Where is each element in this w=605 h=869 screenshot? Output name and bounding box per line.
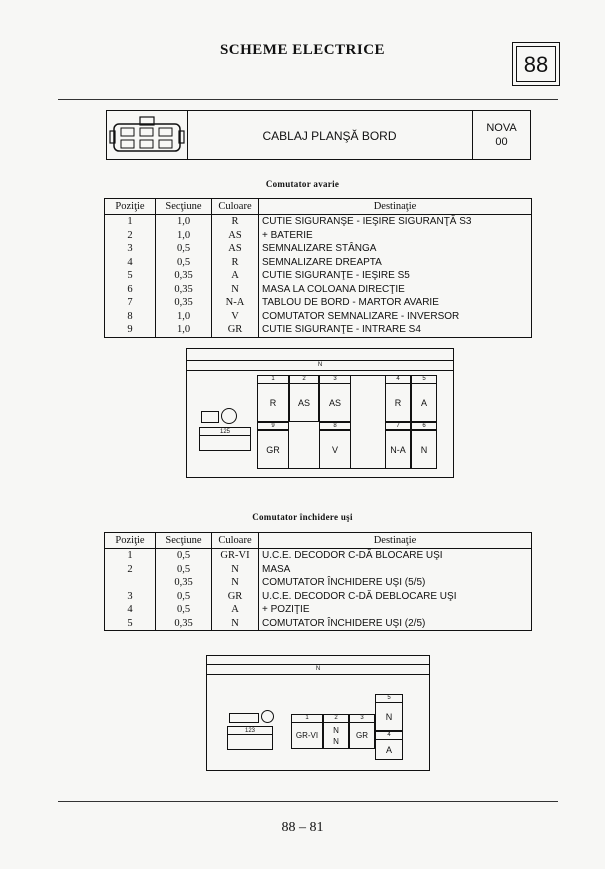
cell-col: N-A [212,296,259,310]
cell-col: AS [212,229,259,243]
table-row [105,242,532,256]
table-row [105,563,532,577]
diagram1-pin: 2 [289,375,319,384]
diagram2-wire-color: N [375,703,403,731]
cell-pos: 4 [105,603,156,617]
section1-title: Comutator avarie [265,179,340,189]
diagram1-ref: 125 [199,427,251,436]
diagram2-pin: 1 [291,714,323,723]
table-row [105,296,532,310]
col-header-color: Culoare [212,533,259,549]
connector-code [472,111,530,159]
cell-dest: SEMNALIZARE STÂNGA [259,242,532,256]
cell-pos: 5 [105,617,156,631]
col-header-section: Secţiune [156,533,212,549]
diagram2-ref: 123 [227,726,273,735]
cell-sec: 0,5 [156,256,212,270]
diagram1-wire-color: N-A [385,430,411,469]
cell-pos: 3 [105,590,156,604]
section2-table [104,532,532,631]
cell-dest: TABLOU DE BORD - MARTOR AVARIE [259,296,532,310]
table-row [105,323,532,337]
table-row [105,215,532,229]
cell-sec: 0,5 [156,563,212,577]
diagram1-pin: 1 [257,375,289,384]
cell-sec: 0,35 [156,617,212,631]
diagram1-wire-color: N [411,430,437,469]
cell-col: R [212,215,259,229]
cell-sec: 0,35 [156,576,212,590]
diagram2-wire-color: GR-VI [291,723,323,749]
table-row [105,310,532,324]
cell-col: N [212,283,259,297]
table-row [105,229,532,243]
connector-plug-icon [107,111,187,158]
table-row [105,617,532,631]
diagram1-wire-color: A [411,384,437,422]
cell-dest: U.C.E. DECODOR C-DĂ DEBLOCARE UŞI [259,590,532,604]
cell-sec: 1,0 [156,323,212,337]
cell-pos: 3 [105,242,156,256]
col-header-destination: Destinaţie [259,533,532,549]
cell-sec: 0,5 [156,603,212,617]
cell-dest: COMUTATOR ÎNCHIDERE UŞI (2/5) [259,617,532,631]
header-rule [58,99,558,100]
diagram2-pin: 5 [375,694,403,703]
cell-pos: 2 [105,563,156,577]
cell-sec: 0,35 [156,283,212,297]
col-header-destination: Destinaţie [259,199,532,215]
section2-title: Comutator închidere uşi [252,512,353,522]
cell-col: GR [212,590,259,604]
cell-col: N [212,563,259,577]
cell-dest: + POZIŢIE [259,603,532,617]
table-row [105,283,532,297]
connector-code-line1: NOVA [486,122,517,134]
page-title: SCHEME ELECTRICE [219,42,386,58]
cell-dest: COMUTATOR ÎNCHIDERE UŞI (5/5) [259,576,532,590]
diagram2-key-circle [261,710,274,723]
diagram1-pin: 8 [319,422,351,430]
cell-col: V [212,310,259,324]
cell-sec: 0,35 [156,269,212,283]
cell-pos: 5 [105,269,156,283]
diagram2-wire-color: N [333,726,339,735]
cell-dest: U.C.E. DECODOR C-DĂ BLOCARE UŞI [259,549,532,563]
diagram1-wire-color: GR [257,430,289,469]
diagram2-key-rect [229,713,259,723]
diagram1-pin: 7 [385,422,411,430]
cell-col: R [212,256,259,270]
cell-col: GR-VI [212,549,259,563]
cell-sec: 0,35 [156,296,212,310]
diagram2-top-label: N [315,666,321,672]
cell-sec: 1,0 [156,310,212,324]
cell-col: A [212,269,259,283]
cell-dest: + BATERIE [259,229,532,243]
connector-title: CABLAJ PLANŞĂ BORD [262,129,397,143]
diagram1-wire-color: R [257,384,289,422]
cell-col: N [212,576,259,590]
diagram1-wire-color: AS [289,384,319,422]
cell-sec: 1,0 [156,229,212,243]
cell-dest: CUTIE SIGURANŞE - IEŞIRE SIGURANŢĂ S3 [259,215,532,229]
cell-pos: 9 [105,323,156,337]
cell-pos [105,576,156,590]
connector-icon-cell [107,111,188,159]
cell-pos: 2 [105,229,156,243]
footer-rule [58,801,558,802]
cell-dest: MASA LA COLOANA DIRECŢIE [259,283,532,297]
diagram1-wire-color: V [319,430,351,469]
cell-sec: 0,5 [156,242,212,256]
diagram2-pin: 3 [349,714,375,723]
cell-pos: 4 [105,256,156,270]
table-header-row [105,199,532,215]
connector-code-line2: 00 [495,136,508,148]
cell-pos: 6 [105,283,156,297]
diagram1-pin: 4 [385,375,411,384]
diagram1-pin: 9 [257,422,289,430]
diagram2-pin: 4 [375,731,403,740]
section1-table [104,198,532,338]
page-number-box-label: 88 [516,46,556,82]
cell-pos: 8 [105,310,156,324]
diagram2-wire-color: GR [349,723,375,749]
cell-col: A [212,603,259,617]
table-row [105,590,532,604]
cell-dest: COMUTATOR SEMNALIZARE - INVERSOR [259,310,532,324]
cell-sec: 1,0 [156,215,212,229]
cell-dest: CUTIE SIGURANŢE - INTRARE S4 [259,323,532,337]
cell-dest: MASA [259,563,532,577]
col-header-position: Poziţie [105,199,156,215]
col-header-color: Culoare [212,199,259,215]
cell-col: GR [212,323,259,337]
cell-dest: CUTIE SIGURANŢE - IEŞIRE S5 [259,269,532,283]
diagram1-key-circle [221,408,237,424]
cell-pos: 7 [105,296,156,310]
diagram1-wire-color: R [385,384,411,422]
cell-sec: 0,5 [156,590,212,604]
col-header-section: Secţiune [156,199,212,215]
page-footer-number: 88 – 81 [281,820,324,835]
section2-connector-diagram [206,655,430,771]
diagram1-wire-color: AS [319,384,351,422]
cell-pos: 1 [105,215,156,229]
diagram2-wire-color: A [375,740,403,760]
cell-dest: SEMNALIZARE DREAPTA [259,256,532,270]
diagram1-top-label: N [317,362,323,368]
cell-col: N [212,617,259,631]
diagram1-key-rect [201,411,219,423]
diagram1-pin: 3 [319,375,351,384]
table-header-row [105,533,532,549]
cell-sec: 0,5 [156,549,212,563]
cell-pos: 1 [105,549,156,563]
diagram2-wire-color: N [333,737,339,746]
diagram2-pin: 2 [323,714,349,723]
connector-title-box [106,110,531,160]
diagram1-pin: 5 [411,375,437,384]
table-row [105,256,532,270]
table-row [105,549,532,563]
table-row [105,603,532,617]
table-row [105,576,532,590]
cell-col: AS [212,242,259,256]
col-header-position: Poziţie [105,533,156,549]
section1-connector-diagram [186,348,454,478]
table-row [105,269,532,283]
page-number-box [512,42,560,86]
diagram1-pin: 6 [411,422,437,430]
